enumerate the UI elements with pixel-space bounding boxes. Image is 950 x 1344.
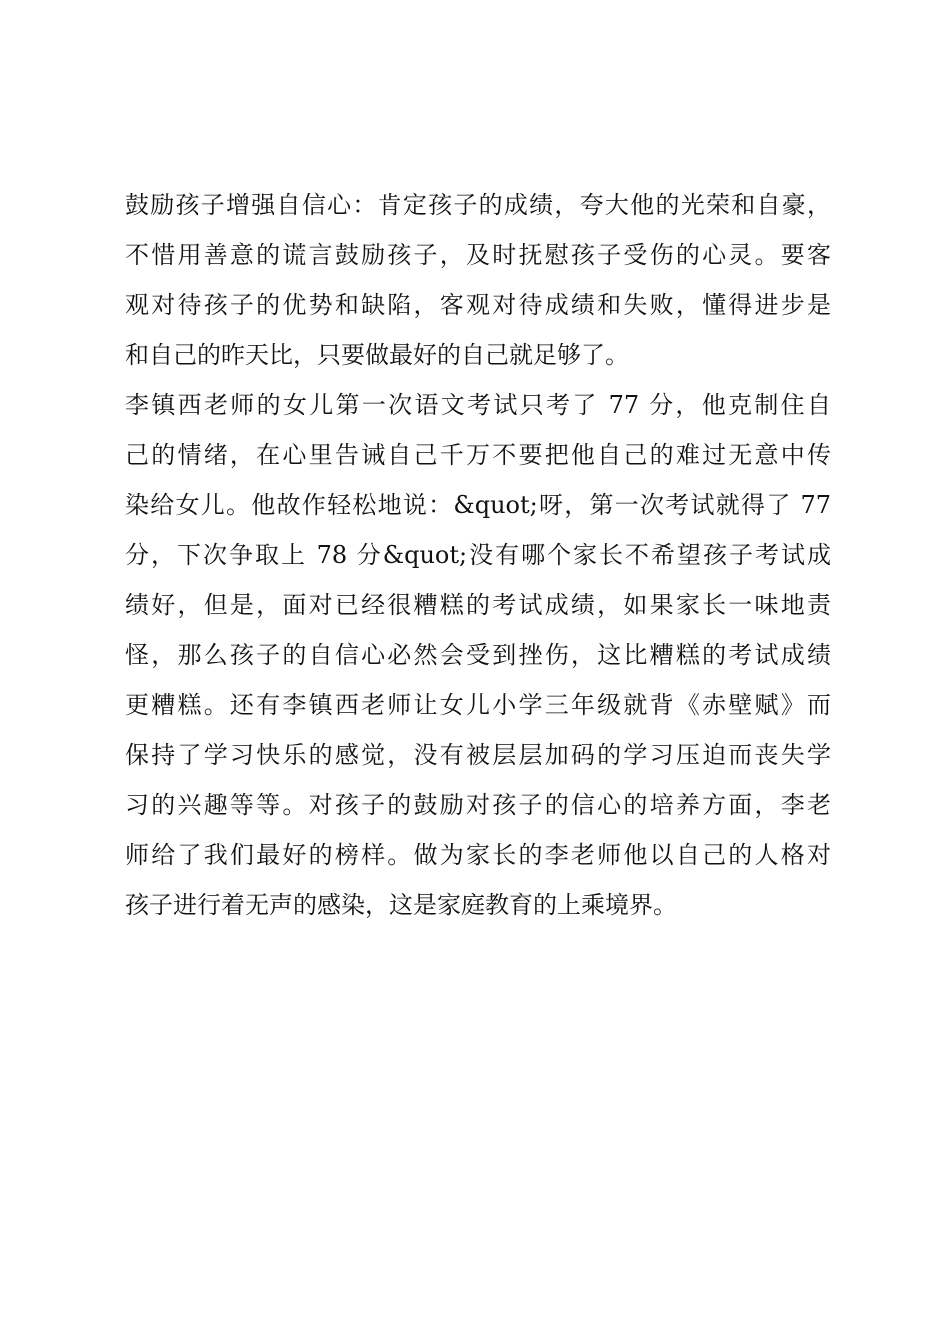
text-line: 己的情绪，在心里告诫自己千万不要把他自己的难过无意中传 <box>125 441 831 469</box>
text-line: 绩好，但是，面对已经很糟糕的考试成绩，如果家长一味地责 <box>125 591 831 619</box>
text-line: 怪，那么孩子的自信心必然会受到挫伤，这比糟糕的考试成绩 <box>125 641 831 669</box>
text-line: 染给女儿。他故作轻松地说：&quot;呀，第一次考试就得了 77 <box>125 491 831 519</box>
text-line: 分，下次争取上 78 分&quot;没有哪个家长不希望孩子考试成 <box>125 541 831 569</box>
text-line: 保持了学习快乐的感觉，没有被层层加码的学习压迫而丧失学 <box>125 741 831 769</box>
paragraph-1 <box>125 180 831 380</box>
text-line: 师给了我们最好的榜样。做为家长的李老师他以自己的人格对 <box>125 841 831 869</box>
paragraph-2 <box>125 380 831 930</box>
text-line: 孩子进行着无声的感染，这是家庭教育的上乘境界。 <box>125 891 677 919</box>
text-line: 观对待孩子的优势和缺陷，客观对待成绩和失败，懂得进步是 <box>125 291 831 319</box>
text-line: 习的兴趣等等。对孩子的鼓励对孩子的信心的培养方面，李老 <box>125 791 831 819</box>
document-body <box>125 180 831 930</box>
text-line: 李镇西老师的女儿第一次语文考试只考了 77 分，他克制住自 <box>125 391 831 419</box>
text-line: 更糟糕。还有李镇西老师让女儿小学三年级就背《赤壁赋》而 <box>125 691 831 719</box>
text-line: 鼓励孩子增强自信心：肯定孩子的成绩，夸大他的光荣和自豪， <box>125 191 831 219</box>
text-line: 不惜用善意的谎言鼓励孩子，及时抚慰孩子受伤的心灵。要客 <box>125 241 831 269</box>
text-line: 和自己的昨天比，只要做最好的自己就足够了。 <box>125 341 629 369</box>
